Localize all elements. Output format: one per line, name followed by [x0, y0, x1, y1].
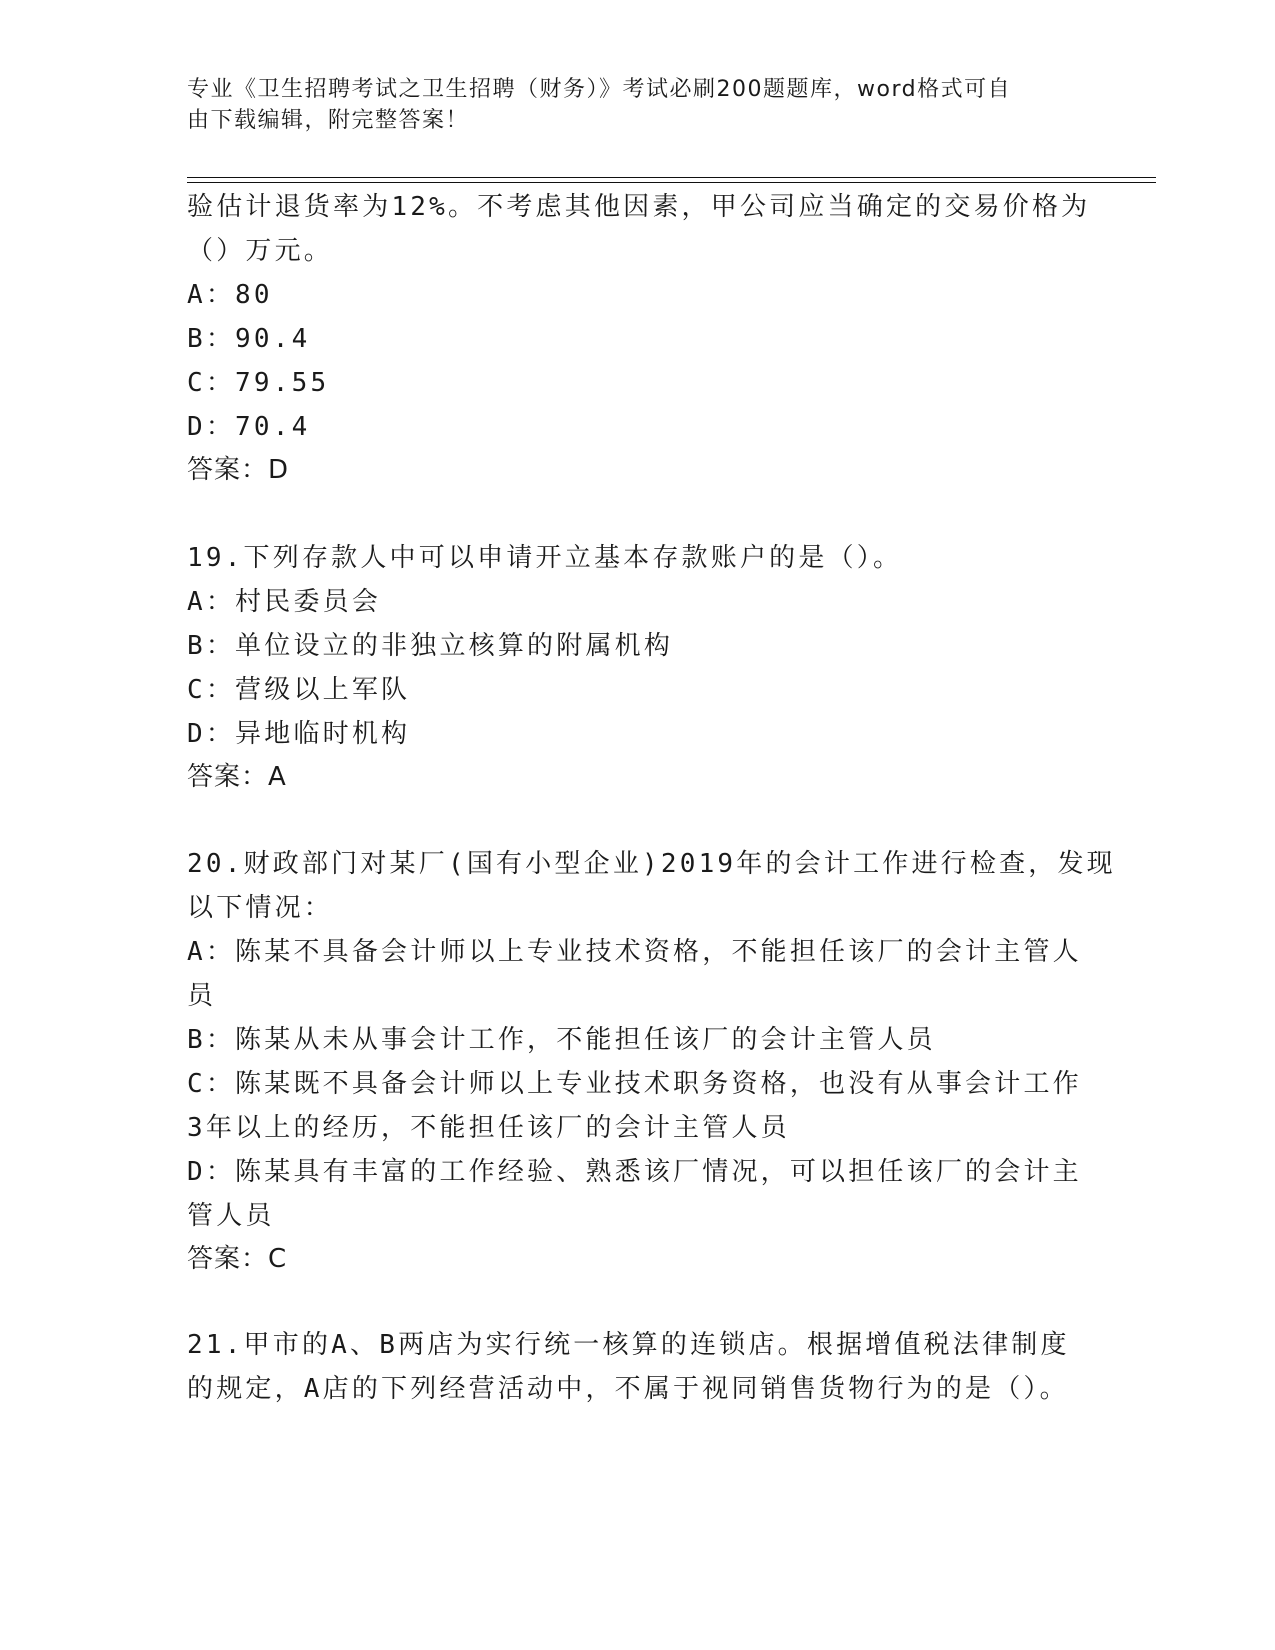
- document-header: [187, 74, 1087, 136]
- header-rule-bottom: [187, 182, 1156, 183]
- q19-option-d: D：异地临时机构: [187, 719, 411, 749]
- q21-stem-line-2: 的规定，A店的下列经营活动中，不属于视同销售货物行为的是（）。: [187, 1374, 1069, 1404]
- q18-stem-line-1: 验估计退货率为12%。不考虑其他因素，甲公司应当确定的交易价格为: [187, 192, 1091, 222]
- q20-answer: 答案：C: [187, 1244, 288, 1274]
- header-line-1: 专业《卫生招聘考试之卫生招聘（财务）》考试必刷200题题库，word格式可自: [187, 77, 1012, 102]
- q18-answer: 答案：D: [187, 455, 290, 485]
- header-rule-top: [187, 177, 1156, 178]
- q18-option-b: B：90.4: [187, 324, 311, 354]
- q20-option-d-line-2: 管人员: [187, 1201, 275, 1231]
- q20-option-b: B：陈某从未从事会计工作，不能担任该厂的会计主管人员: [187, 1025, 936, 1055]
- q18-stem-line-2: （）万元。: [187, 236, 334, 266]
- q21-stem-line-1: 21.甲市的A、B两店为实行统一核算的连锁店。根据增值税法律制度: [187, 1330, 1070, 1360]
- q20-option-d-line-1: D：陈某具有丰富的工作经验、熟悉该厂情况，可以担任该厂的会计主: [187, 1157, 1082, 1187]
- q18-option-a: A：80: [187, 280, 273, 310]
- header-line-2: 由下载编辑，附完整答案！: [187, 108, 470, 133]
- q20-option-a-line-2: 员: [187, 981, 217, 1011]
- q20-option-c-line-1: C：陈某既不具备会计师以上专业技术职务资格，也没有从事会计工作: [187, 1069, 1082, 1099]
- q19-option-a: A：村民委员会: [187, 587, 382, 617]
- q20-stem-line-2: 以下情况：: [187, 893, 334, 923]
- q20-stem-line-1: 20.财政部门对某厂(国有小型企业)2019年的会计工作进行检查，发现: [187, 849, 1116, 879]
- q18-option-c: C：79.55: [187, 368, 330, 398]
- q20-option-c-line-2: 3年以上的经历，不能担任该厂的会计主管人员: [187, 1113, 790, 1143]
- q20-option-a-line-1: A：陈某不具备会计师以上专业技术资格，不能担任该厂的会计主管人: [187, 937, 1082, 967]
- q18-option-d: D：70.4: [187, 412, 311, 442]
- q19-option-c: C：营级以上军队: [187, 675, 411, 705]
- q19-answer: 答案：A: [187, 762, 287, 792]
- q19-option-b: B：单位设立的非独立核算的附属机构: [187, 631, 674, 661]
- q19-stem: 19.下列存款人中可以申请开立基本存款账户的是（）。: [187, 543, 903, 573]
